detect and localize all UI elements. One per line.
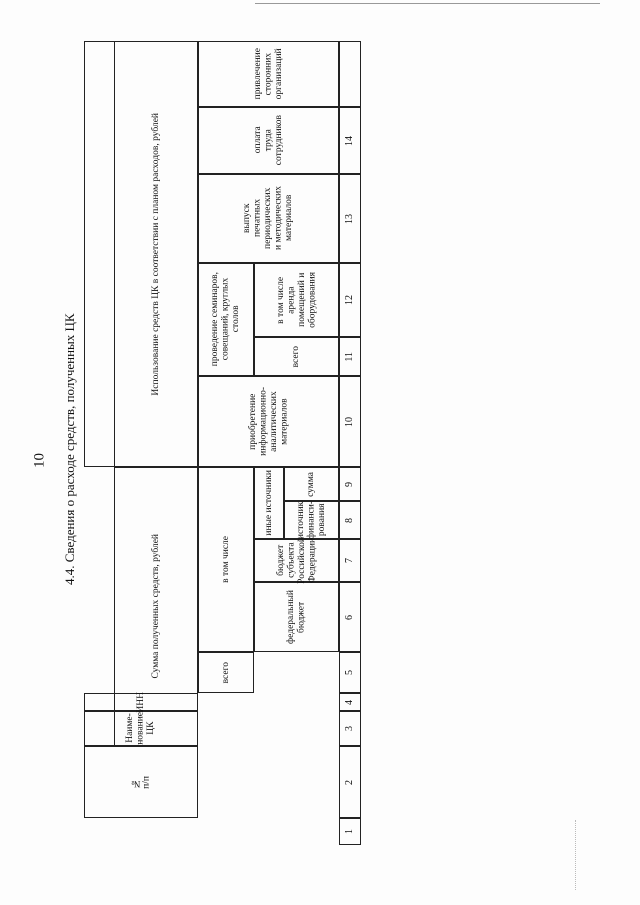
header-name: Наиме- нование ЦК (84, 711, 198, 746)
col-number: 11 (339, 337, 361, 376)
expenditure-table (84, 41, 355, 845)
header-regional: бюджет субъекта Российской Федерации (254, 539, 339, 582)
col-number: 4 (339, 693, 361, 711)
header-funding-source: источник финанси- рования (284, 501, 339, 539)
header-amount: сумма (284, 467, 339, 501)
header-sum-group: Сумма полученных средств, рублей (114, 467, 198, 746)
header-seminars-rent: в том числе аренда помещений и оборудования (254, 263, 339, 337)
scan-artifact (575, 820, 592, 890)
header-staff-pay: оплата труда сотрудников (198, 107, 339, 174)
header-print-release: выпуск печатных периодических и методических материалов (198, 174, 339, 263)
col-number: 10 (339, 376, 361, 467)
header-including: в том числе (198, 467, 254, 652)
header-other-sources: иные источники (254, 467, 284, 539)
header-info-materials: приобретение информационно- аналитических материалов (198, 376, 339, 467)
col-number: 8 (339, 501, 361, 539)
section-heading: 4.4. Сведения о расходе средств, полученных ЦК (62, 313, 77, 585)
top-rule (255, 3, 600, 4)
col-number: 12 (339, 263, 361, 337)
header-total: всего (198, 652, 254, 693)
col-number: 1 (339, 818, 361, 845)
col-number: 13 (339, 174, 361, 263)
col-number: 14 (339, 107, 361, 174)
col-number (339, 41, 361, 107)
col-number: 7 (339, 539, 361, 582)
header-num: № п/п (84, 746, 198, 818)
col-number: 5 (339, 652, 361, 693)
page-number: 10 (31, 453, 48, 468)
col-number: 2 (339, 746, 361, 818)
col-number: 6 (339, 582, 361, 652)
col-number: 9 (339, 467, 361, 501)
margin-strip (84, 41, 114, 467)
header-federal: федеральный бюджет (254, 582, 339, 652)
header-seminars-total: всего (254, 337, 339, 376)
header-inn: ИНН (84, 693, 198, 711)
header-third-parties: привлечение сторонних организаций (198, 41, 339, 107)
header-seminars: проведение семинаров, совещаний, круглых столов (198, 263, 254, 376)
col-number: 3 (339, 711, 361, 746)
header-usage-group: Использование средств ЦК в соответствии с планом расходов, рублей (114, 41, 198, 467)
